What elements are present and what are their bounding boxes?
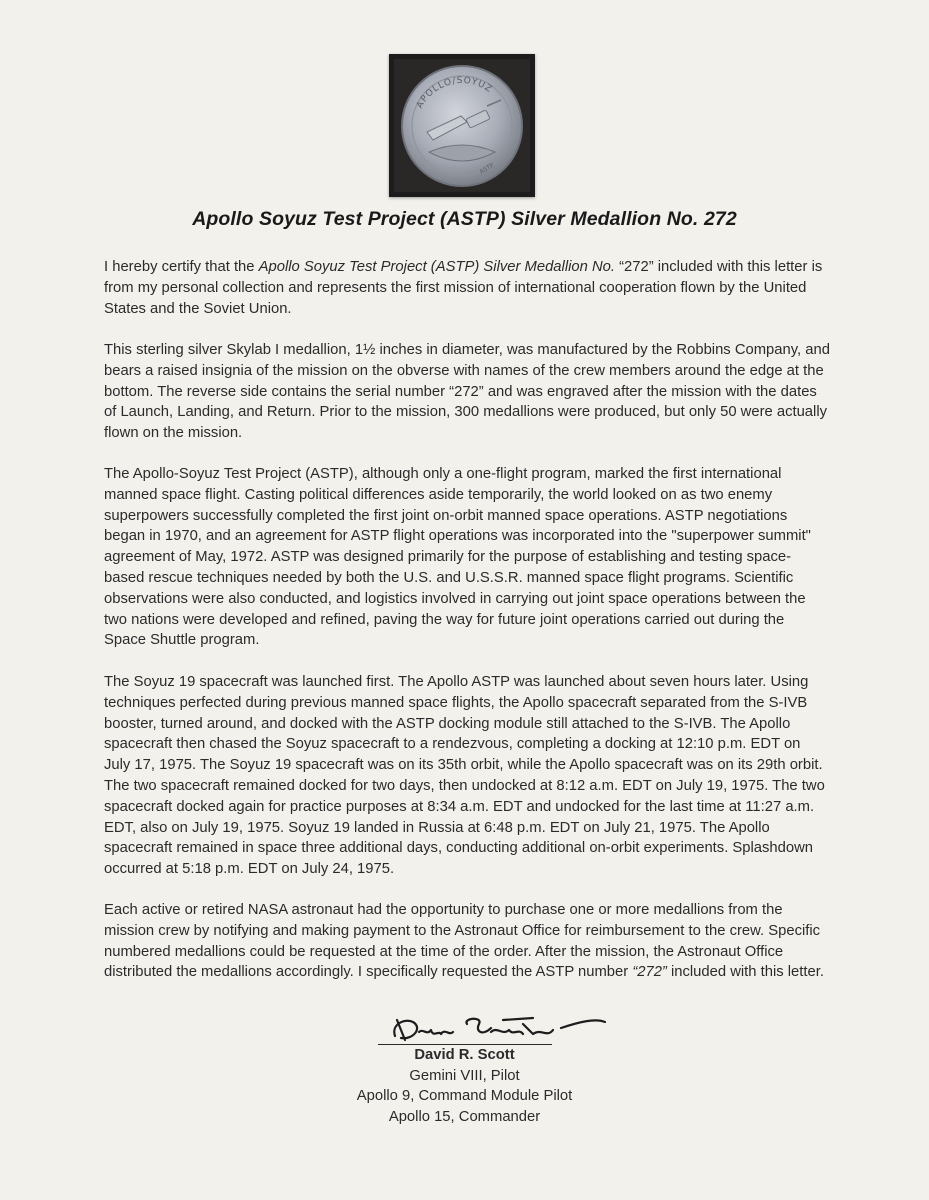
p3-text: The Apollo-Soyuz Test Project (ASTP), although only a one-flight program, marked the first international manned space flight. Casting political differences aside temporarily, the world looked on as two enemy superpowers successfully completed the first joint on-orbit manned space operations. ASTP negotiations began in 1970, and an agreement for ASTP flight operations was incorporated into the "superpower summit" agreement of May, 1972. ASTP was designed primarily for the purpose of establishing and testing space-based rescue techniques needed by both the U.S. and U.S.S.R. manned space flight programs. Scientific observations were also conducted, and logistics involved in carrying out joint space operations between the two nations were developed and refined, paving the way for future joint operations carried out during the Space Shuttle program. [104, 466, 811, 649]
paragraph-certification [104, 257, 830, 319]
medallion-rim-text: ASTP [478, 162, 496, 176]
p1-italic: Apollo Soyuz Test Project (ASTP) Silver Medallion No. [258, 259, 615, 275]
signer-role: Apollo 15, Commander [388, 1109, 541, 1125]
p5-italic: “272” [632, 964, 667, 981]
p4-text: The Soyuz 19 spacecraft was launched first. The Apollo ASTP was launched about seven hours later. Using techniques perfected during previous manned space flights, the Apollo spacecraft separated from the S-IVB booster, turned around, and docked with the ASTP docking module still attached to the S-IVB. The Apollo spacecraft then chased the Soyuz spacecraft to a rendezvous, completing a docking at 12:10 p.m. EDT on July 17, 1975. The Soyuz 19 spacecraft was on its 35th orbit, while the Apollo spacecraft was on its 29th orbit. The two spacecraft remained docked for two days, then undocked at 8:12 a.m. EDT on July 19, 1975. The two spacecraft docked again for practice purposes at 8:34 a.m. EDT and undocked for the last time at 11:27 a.m. EDT, also on July 19, 1975. Soyuz 19 landed in Russia at 6:48 p.m. EDT on July 21, 1975. The Apollo spacecraft remained in space three additional days, conducting additional on-orbit experiments. Splashdown occurred at 5:18 p.m. EDT on July 24, 1975. [104, 674, 825, 878]
p1-lead: I hereby certify that the [104, 259, 259, 275]
medallion-photo [389, 54, 535, 197]
p5-lead: Each active or retired NASA astronaut had the opportunity to purchase one or more medallions from the mission crew by notifying and making payment to the Astronaut Office for reimbursement to the crew. Specific numbered medallions could be requested at the time of the order. After the mission, the Astronaut Office distributed the medallions accordingly. I specifically requested the ASTP number [104, 902, 821, 981]
paragraph-astp-history [104, 464, 830, 651]
paragraph-mission-timeline [104, 672, 830, 880]
p2-text: This sterling silver Skylab I medallion, 1½ inches in diameter, was manufactured by the Robbins Company, and bears a raised insignia of the mission on the obverse with names of the crew members around the edge at the bottom. The reverse side contains the serial number “272” and was engraved after the mission with the dates of Launch, Landing, and Return. Prior to the mission, 300 medallions were produced, but only 50 were actually flown on the mission. [104, 342, 830, 442]
paragraph-medallion-description [104, 340, 830, 444]
p5-rest: included with this letter. [666, 964, 824, 981]
medallion-icon [389, 54, 535, 197]
page-title: Apollo Soyuz Test Project (ASTP) Silver Medallion No. 272 [192, 208, 737, 230]
p1-rest: “272” included with this letter is from my personal collection and represents the first mission of international cooperation flown by the United States and the Soviet Union. [104, 259, 823, 317]
signer-name: David R. Scott [414, 1047, 515, 1063]
signature-line [378, 1044, 552, 1045]
medallion-inscription: APOLLO/SOYUZ [415, 75, 494, 111]
paragraph-purchase-info [104, 900, 830, 983]
signer-role: Apollo 9, Command Module Pilot [356, 1088, 573, 1104]
signer-role: Gemini VIII, Pilot [409, 1068, 520, 1084]
signature [383, 1008, 613, 1048]
